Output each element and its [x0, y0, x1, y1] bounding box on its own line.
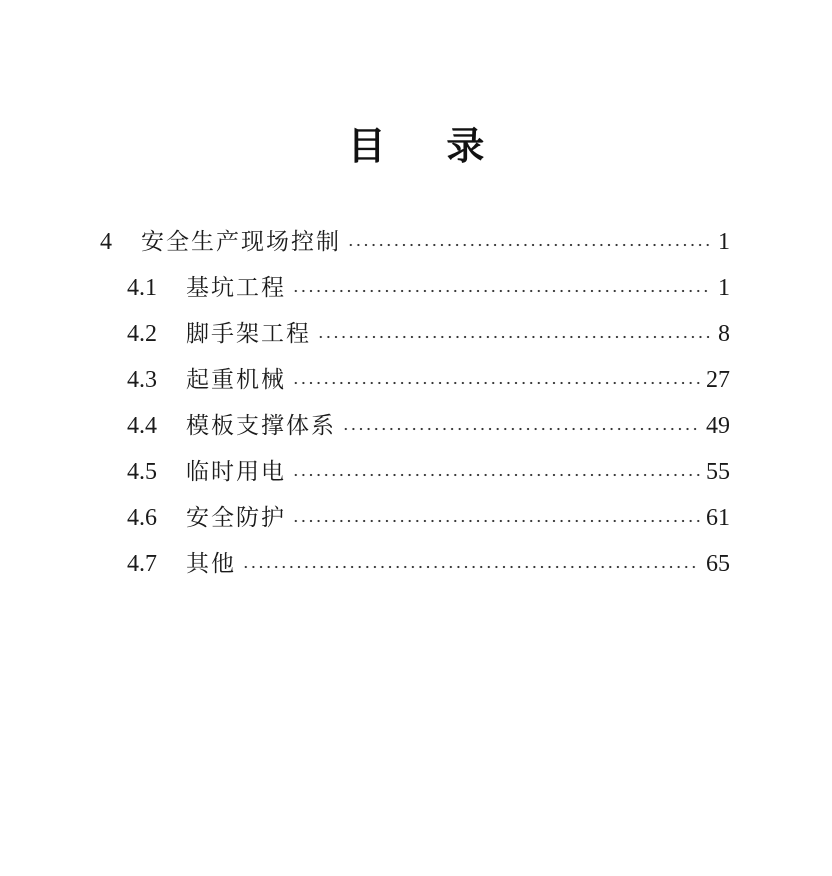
toc-entry-number: 4: [100, 229, 112, 255]
toc-entry-label: 模板支撑体系: [186, 413, 336, 439]
toc-entry: [0, 265, 730, 311]
toc-entry-number: 4.4: [127, 413, 157, 439]
toc-entry-page: 27: [706, 367, 730, 393]
toc-dot-leader: [317, 311, 712, 357]
toc-entry-number: 4.6: [127, 505, 157, 531]
toc-dot-leader: [292, 357, 700, 403]
toc-entry: [0, 541, 730, 587]
toc-entry-page: 8: [718, 321, 730, 347]
toc-dot-leader: [242, 541, 700, 587]
toc-entry-page: 55: [706, 459, 730, 485]
toc-entry-number: 4.1: [127, 275, 157, 301]
toc-entry-page: 1: [718, 275, 730, 301]
toc-entry-label: 安全生产现场控制: [141, 229, 341, 255]
toc-list: [0, 219, 730, 587]
toc-entry-label: 临时用电: [186, 459, 286, 485]
toc-entry-page: 1: [718, 229, 730, 255]
toc-entry-page: 61: [706, 505, 730, 531]
toc-dot-leader: [347, 219, 712, 265]
toc-entry-number: 4.2: [127, 321, 157, 347]
toc-entry-label: 其他: [186, 551, 236, 577]
toc-entry-page: 65: [706, 551, 730, 577]
toc-entry: [0, 449, 730, 495]
toc-entry-label: 脚手架工程: [186, 321, 311, 347]
toc-dot-leader: [342, 403, 700, 449]
toc-entry-label: 基坑工程: [186, 275, 286, 301]
toc-entry: [0, 219, 730, 265]
toc-entry-page: 49: [706, 413, 730, 439]
toc-entry-label: 起重机械: [186, 367, 286, 393]
toc-entry-number: 4.3: [127, 367, 157, 393]
toc-dot-leader: [292, 495, 700, 541]
toc-title: 目录: [347, 123, 546, 168]
toc-entry-number: 4.5: [127, 459, 157, 485]
toc-dot-leader: [292, 265, 712, 311]
toc-entry: [0, 357, 730, 403]
toc-entry-number: 4.7: [127, 551, 157, 577]
toc-entry: [0, 495, 730, 541]
toc-entry: [0, 311, 730, 357]
toc-entry: [0, 403, 730, 449]
toc-dot-leader: [292, 449, 700, 495]
toc-entry-label: 安全防护: [186, 505, 286, 531]
